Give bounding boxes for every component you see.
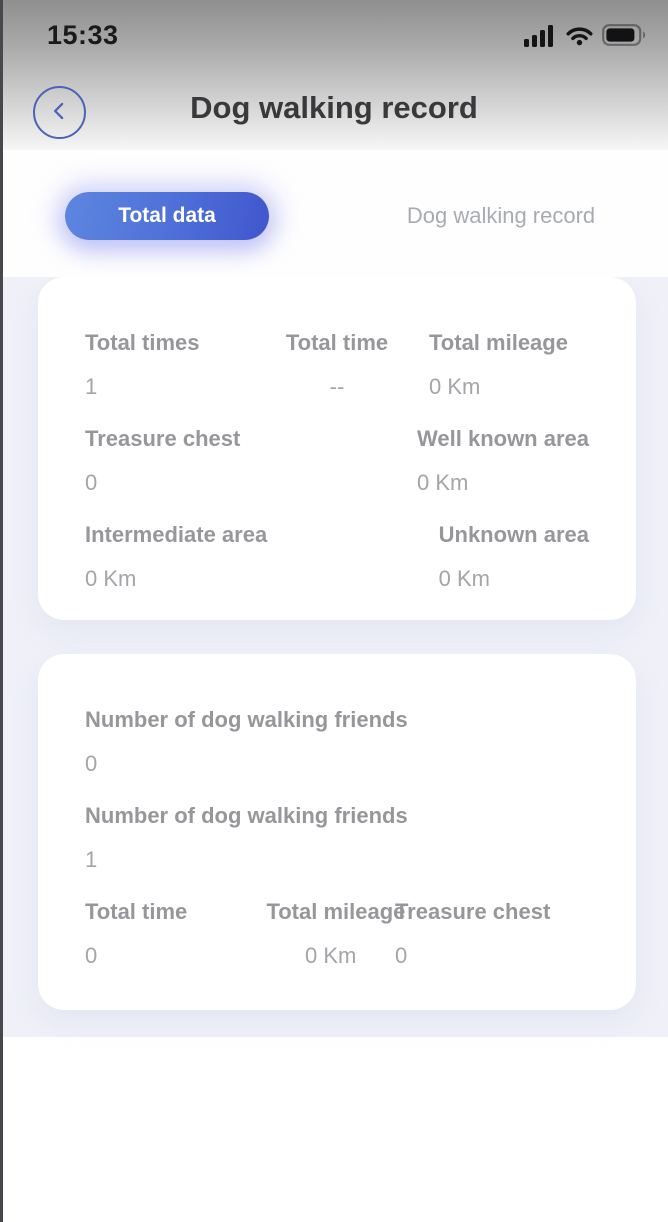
nav-bar [0,54,668,150]
stat-label: Total times [85,330,200,355]
stat-value: 0 Km [429,374,481,399]
stat-label: Treasure chest [85,426,241,451]
stat-treasure-chest [85,426,240,496]
stat-value: -- [329,374,345,399]
stat-value: 0 [85,751,98,776]
stat-intermediate-area [85,522,267,592]
stat-friends-count-1 [85,707,589,777]
status-bar [0,0,668,54]
stat-label: Treasure chest [394,899,551,924]
stat-value: 0 [85,943,98,968]
stat-label: Number of dog walking friends [85,803,408,828]
stat-label: Unknown area [438,522,589,547]
stat-empty-cell [279,522,426,592]
stat-label: Total time [285,330,389,355]
total-card-row-3 [85,522,589,592]
signal-icon [524,23,557,47]
stat-label: Total time [85,899,188,924]
content-area [0,277,668,1037]
stat-value: 0 Km [85,566,137,591]
tab-slot-right [334,150,668,277]
total-card-row-1 [85,330,589,400]
screen-edge-strip [0,0,3,1222]
stat-value: 0 Km [305,943,357,968]
stat-label: Number of dog walking friends [85,707,408,732]
status-time: 15:33 [47,19,119,50]
stat-total-times [85,330,245,400]
stat-total-mileage [429,330,589,400]
friends-data-card [38,654,636,1010]
stat-value: 0 [85,470,98,495]
stat-empty-cell [252,426,405,496]
tab-dog-walking-record[interactable]: Dog walking record [407,192,595,240]
stat-label: Total mileage [429,330,568,355]
stat-value: 1 [85,847,98,872]
stat-label: Total mileage [266,899,406,924]
wifi-icon [566,25,593,46]
stat-friends-total-time [85,899,266,969]
stat-label: Intermediate area [85,522,268,547]
total-card-row-2 [85,426,589,496]
stat-total-time [257,330,417,400]
stat-label: Well known area [417,426,589,451]
header [0,0,668,150]
stat-value: 0 Km [417,470,469,495]
stat-unknown-area [439,522,589,592]
stat-well-known-area [417,426,589,496]
stat-friends-treasure-chest [395,899,589,969]
tab-bar [0,150,668,277]
stat-friends-count-2 [85,803,589,873]
stat-value: 0 [394,943,408,968]
stat-value: 1 [85,374,98,399]
battery-icon [602,24,648,46]
tab-total-data[interactable]: Total data [65,192,269,240]
stat-friends-total-mileage [266,899,406,969]
tab-slot-left [0,150,334,277]
status-icons [524,23,648,47]
friends-card-row-3 [85,899,589,969]
page-title: Dog walking record [190,90,478,125]
total-data-card [38,277,636,620]
stat-value: 0 Km [438,566,490,591]
